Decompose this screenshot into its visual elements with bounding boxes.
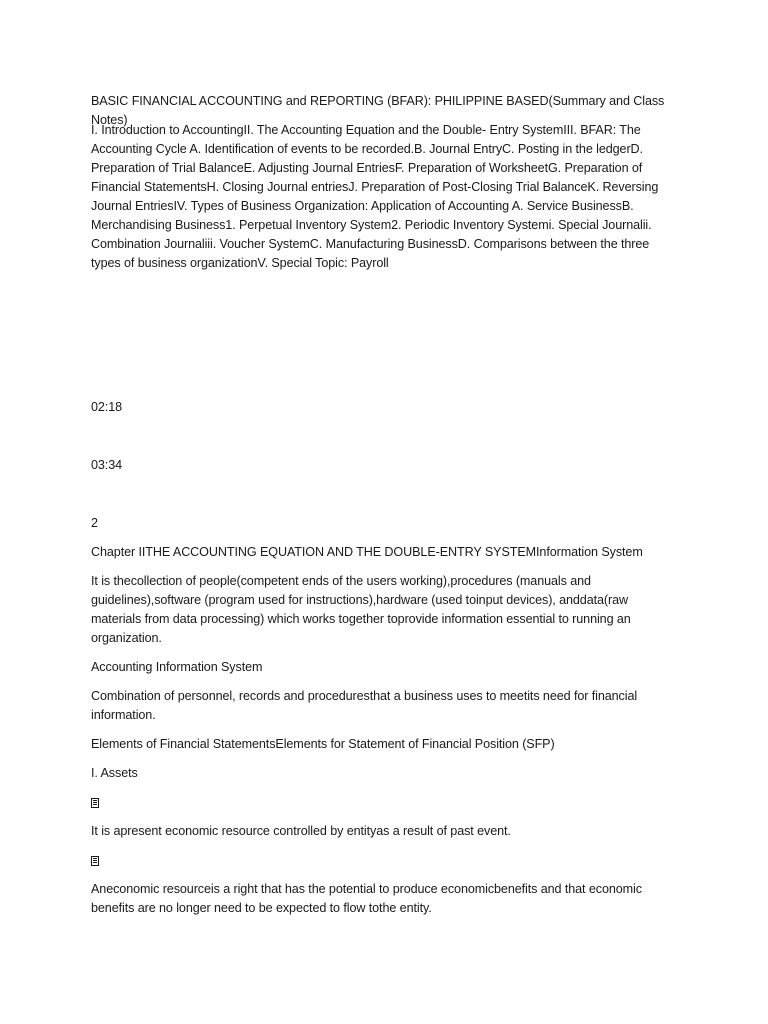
ais-heading: Accounting Information System [91,660,263,674]
asset-bullet-2: Aneconomic resourceis a right that has the potential to produce economicbenefits and that economic benefits are no longer need to be expected to flow tothe entity. [91,882,642,915]
asset-bullet-1: It is apresent economic resource controlled by entityas a result of past event. [91,824,511,838]
assets-heading: I. Assets [91,766,138,780]
bullet-glyph-1 [91,793,671,812]
bullet-glyph-2 [91,851,671,870]
timestamp-1: 02:18 [91,400,123,414]
ais-definition: Combination of personnel, records and proceduresthat a business uses to meetits need for financial information. [91,689,638,722]
contents-summary: I. Introduction to AccountingII. The Accounting Equation and the Double- Entry SystemIII. BFAR: The Accounting Cycle A. Identification of events to be recorded.B. Journal EntryC. Posting in the ledgerD. Preparation of Trial BalanceE. Adjusting Journal EntriesF. Preparation of WorksheetG. Preparation of Financial StatementsH. Closing Journal entriesJ. Preparation of Post-Closing Trial BalanceK. Reversing Journal EntriesIV. Types of Business Organization: Application of Accounting A. Service BusinessB. Merchandising Business1. Perpetual Inventory System2. Periodic Inventory Systemi. Special Journalii. Combination Journaliii. Voucher SystemC. Manufacturing BusinessD. Comparisons between the three types of business organizationV. Special Topic: Payroll [91,123,659,270]
document-title: BASIC FINANCIAL ACCOUNTING and REPORTING (BFAR): PHILIPPINE BASED(Summary and Class Notes) [91,94,665,127]
chapter-heading: Chapter IITHE ACCOUNTING EQUATION AND THE DOUBLE-ENTRY SYSTEMInformation System [91,545,643,559]
timestamp-2: 03:34 [91,458,123,472]
missing-glyph-icon [91,798,99,808]
elements-heading: Elements of Financial StatementsElements for Statement of Financial Position (SFP) [91,737,555,751]
missing-glyph-icon [91,856,99,866]
info-system-definition: It is thecollection of people(competent ends of the users working),procedures (manuals and guidelines),software (program used for instructions),hardware (used toinput devices), anddata(raw materials from data processing) which works together toprovide information essential to running an organization. [91,574,631,645]
page-number: 2 [91,516,98,530]
